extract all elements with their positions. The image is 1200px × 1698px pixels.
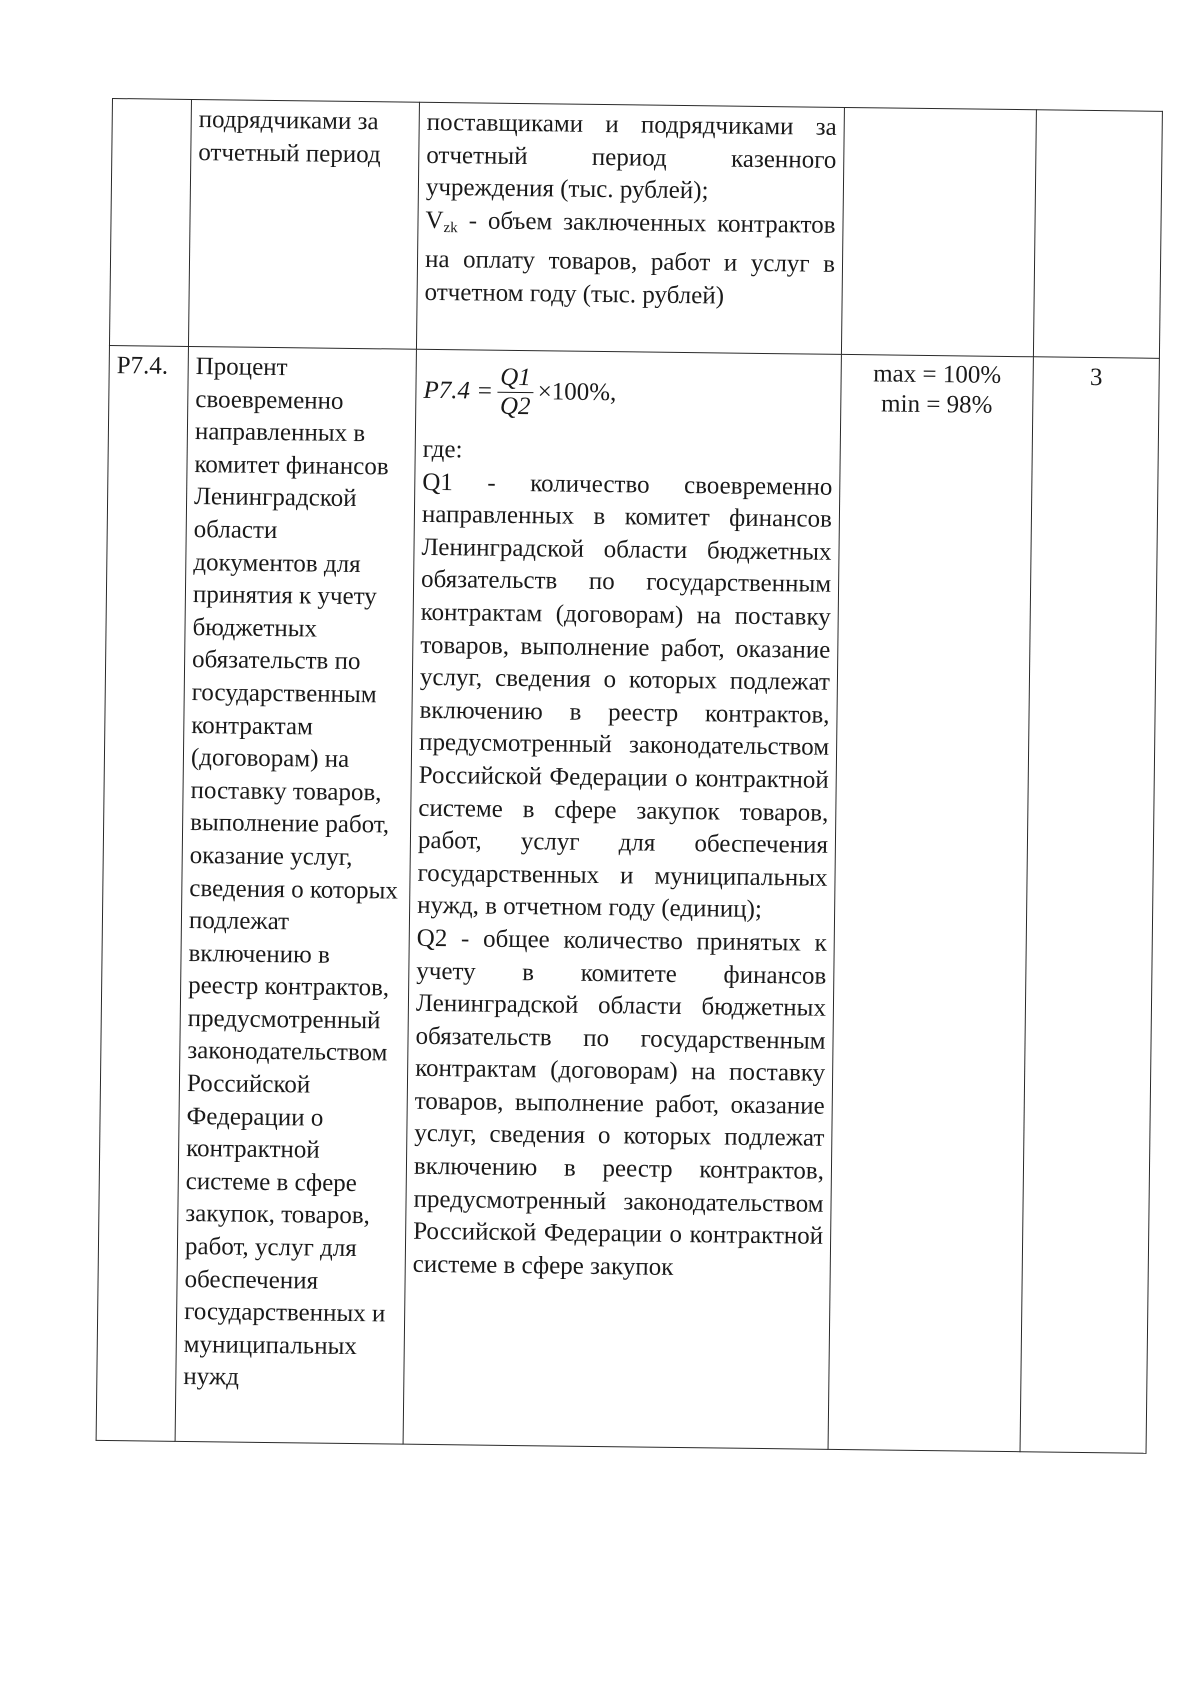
formula <box>423 358 834 429</box>
vzk-symbol: V <box>425 206 444 234</box>
cell-indicator-score <box>1020 357 1159 1453</box>
name-continuation-text: подрядчиками за отчетный период <box>198 106 381 168</box>
cell-indicator-range <box>828 354 1033 1451</box>
description-continuation-text: поставщиками и подрядчиками за отчетный период казенного учреждения (тыс. рублей); <box>425 108 837 205</box>
indicator-name: Процент своевременно направленных в комитет финансов Ленинградской области документов для принятия к учету бюджетных обязательств по государственным контрактам (договорам) на поставку товаров, выполнение работ, оказание услуг, сведения о которых подлежат включению в реестр контрактов, предусмотренный законодательством Российской Федерации о контрактной системе в сфере закупок, товаров, работ, услуг для обеспечения государственных и муниципальных нужд <box>183 353 399 1392</box>
cell-name-continuation <box>188 99 419 349</box>
cell-indicator-formula <box>403 349 841 1449</box>
formula-lhs: P7.4 = <box>423 376 494 405</box>
where-label: где: <box>422 435 463 464</box>
table-row-p7-4 <box>96 345 1159 1453</box>
table-row-continuation <box>109 99 1162 359</box>
indicator-code: Р7.4. <box>116 352 169 380</box>
formula-tail: ×100%, <box>537 377 617 406</box>
q2-definition: Q2 - общее количество принятых к учету в комитете финансов Ленинградской области бюджетных обязательств по государственным контрактам (договорам) на поставку товаров, выполнение работ, оказание услуг, сведения о которых подлежат включению в реестр контрактов, предусмотренный законодательством Российской Федерации о контрактной системе в сфере закупок <box>412 924 827 1281</box>
range-max: max = 100% <box>873 360 1002 389</box>
cell-range-empty <box>841 107 1036 356</box>
formula-denominator: Q2 <box>499 392 531 420</box>
cell-code-empty <box>109 99 191 347</box>
cell-indicator-code <box>96 345 188 1441</box>
scanned-sheet <box>96 98 1162 1454</box>
cell-score-empty <box>1033 110 1162 359</box>
indicator-score: 3 <box>1089 363 1103 392</box>
cell-description-continuation <box>416 102 844 354</box>
vzk-subscript: zk <box>443 219 458 237</box>
range-min: min = 98% <box>880 390 993 419</box>
indicator-table <box>96 98 1163 1454</box>
vzk-text: - объем заключенных контрактов на оплату товаров, работ и услуг в отчетном году (тыс. рублей) <box>424 207 836 310</box>
formula-numerator: Q1 <box>497 363 534 392</box>
cell-indicator-name <box>175 346 416 1444</box>
vzk-definition <box>424 205 835 315</box>
formula-fraction <box>497 363 534 420</box>
q1-definition: Q1 - количество своевременно направленных в комитет финансов Ленинградской области бюджетных обязательств по государственным контрактам (договорам) на поставку товаров, выполнение работ, оказание услуг, сведения о которых подлежат включению в реестр контрактов, предусмотренный законодательством Российской Федерации о контрактной системе в сфере закупок товаров, работ, услуг для обеспечения государственных и муниципальных нужд, в отчетном году (единиц); <box>416 468 833 924</box>
